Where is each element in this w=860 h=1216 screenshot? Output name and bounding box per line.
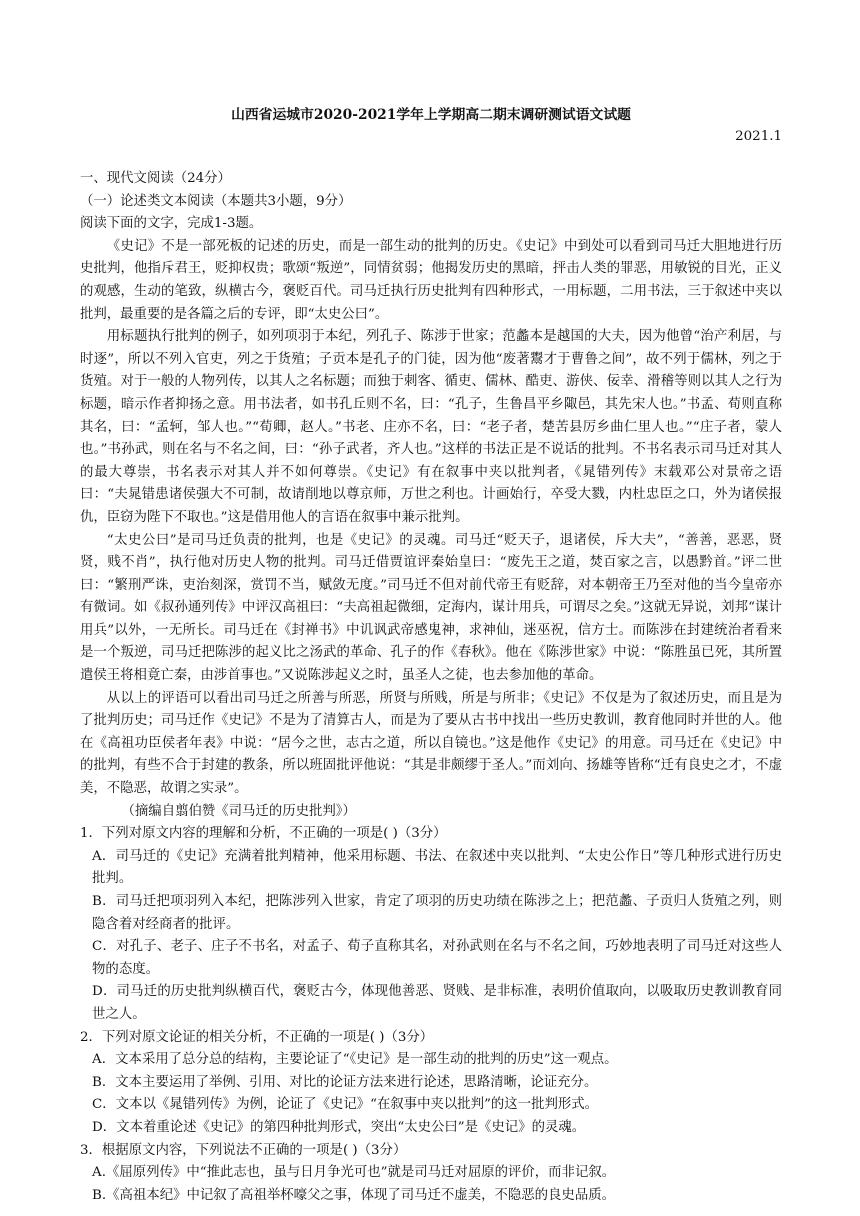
question-option: C．对孔子、老子、庄子不书名，对孟子、荀子直称其名，对孙武则在名与不名之间，巧妙地表明了司马迁对这些人物的态度。 <box>92 939 782 977</box>
document-page <box>80 104 782 1207</box>
question-stem: 2．下列对原文论证的相关分析，不正确的一项是( )（3分） <box>80 1029 434 1045</box>
section-heading: 一、现代文阅读（24分） <box>80 171 231 186</box>
question-option: B．司马迁把项羽列入本纪，把陈涉列入世家，肯定了项羽的历史功绩在陈涉之上；把范蠡、子贡归人货殖之列，则隐含着对经商者的批评。 <box>92 894 782 932</box>
question-option: D．司马迁的历史批判纵横百代，褒贬古今，体现他善恶、贤贱、是非标准，表明价值取向，以吸取历史教训教育同世之人。 <box>92 984 782 1022</box>
passage-paragraph: “太史公曰”是司马迁负责的批判，也是《史记》的灵魂。司马迁“贬天子，退诸侯，斥大夫”，“善善，恶恶，贤贤，贱不肖”，执行他对历史人物的批判。司马迁借贾谊评秦始皇曰：“废先王之道，焚百家之言，以愚黔首。”评二世曰：“繁刑严诛，吏治刻深，赏罚不当，赋敛无度。”司马迁不但对前代帝王有贬辞，对本朝帝王乃至对他的当今皇帝亦有微词。如《叔孙通列传》中评汉高祖曰：“夫高祖起微细，定海内，谋计用兵，可谓尽之矣。”这就无异说，刘邦“谋计用兵”以外，一无所长。司马迁在《封禅书》中讥讽武帝感鬼神，求神仙，迷巫祝，信方士。而陈涉在封建统治者看来是一个叛逆，司马迁把陈涉的起义比之汤武的革命、孔子的作《春秋》。他在《陈涉世家》中说：“陈胜虽已死，其所置遣侯王将相竟亡秦，由涉首事也。”又说陈涉起义之时，虽圣人之徒，也去参加他的革命。 <box>80 532 782 684</box>
passage-paragraph: 《史记》不是一部死板的记述的历史，而是一部生动的批判的历史。《史记》中到处可以看到司马迁大胆地进行历史批判，他指斥君王，贬抑权贵；歌颂“叛逆”，同情贫弱；他揭发历史的黑暗，抨击人类的罪恶，用敏锐的目光，正义的观感，生动的笔致，纵横古今，褒贬百代。司马迁执行历史批判有四种形式，一用标题，二用书法，三于叙述中夹以批判，最重要的是各篇之后的专评，即“太史公曰”。 <box>80 238 782 322</box>
passage-paragraph: 从以上的评语可以看出司马迁之所善与所恶，所贤与所贱，所是与所非；《史记》不仅是为了叙述历史，而且是为了批判历史；司马迁作《史记》不是为了清算古人，而是为了要从古书中找出一些历史教训，教育他同时并世的人。他在《高祖功臣侯者年表》中说：“居今之世，志古之道，所以自镜也。”这是他作《史记》的用意。司马迁在《史记》中的批判，有些不合于封建的教条，所以班固批评他说：“其是非颇缪于圣人。”而刘向、扬雄等皆称“迁有良史之才，不虚美，不隐恶，故谓之实录”。 <box>80 690 782 797</box>
document-date: 2021.1 <box>735 129 782 144</box>
question-option: A．文本采用了总分总的结构，主要论证了“《史记》是一部生动的批判的历史”这一观点。 <box>92 1052 618 1068</box>
reading-instruction: 阅读下面的文字，完成1-3题。 <box>80 216 263 232</box>
question-stem: 3．根据原文内容，下列说法不正确的一项是( )（3分） <box>80 1142 407 1158</box>
question-option: A．司马迁的《史记》充满着批判精神，他采用标题、书法、在叙述中夹以批判、“太史公作日”等几种形式进行历史批判。 <box>92 848 782 887</box>
question-stem: 1．下列对原文内容的理解和分析，不正确的一项是( )（3分） <box>80 826 447 842</box>
question-option: C．文本以《晁错列传》为例，论证了《史记》“在叙事中夹以批判”的这一批判形式。 <box>92 1097 599 1113</box>
question-option: B．文本主要运用了举例、引用、对比的论证方法来进行论述，思路清晰，论证充分。 <box>92 1074 598 1090</box>
question-option: A.《屈原列传》中“推此志也，虽与日月争光可也”就是司马迁对屈原的评价，而非记叙。 <box>92 1165 616 1181</box>
passage-paragraph: 用标题执行批判的例子，如列项羽于本纪，列孔子、陈涉于世家；范蠡本是越国的大夫，因为他曾“治产利居，与时逐”，所以不列入官吏，列之于货殖；子贡本是孔子的门徒，因为他“废著鬻才于曹鲁之间”，故不列于儒林，列之于货殖。对于一般的人物列传，以其人之名标题；而独于刺客、循吏、儒林、酷吏、游侠、佞幸、滑稽等则以其人之行为标题，暗示作者抑扬之意。用书法者，如书孔丘则不名，曰：“孔子，生鲁昌平乡陬邑，其先宋人也。”书孟、荀则直称其名，曰：“孟轲，邹人也。”“荀卿，赵人。”书老、庄亦不名，曰：“老子者，楚苦县厉乡曲仁里人也。”“庄子者，蒙人也。”书孙武，则在名与不名之间，曰：“孙子武者，齐人也。”这样的书法正是不说话的批判。不书名表示司马迁对其人的最大尊崇，书名表示对其人并不如何尊崇。《史记》有在叙事中夹以批判者，《晁错列传》末载邓公对景帝之语曰：“夫晁错患诸侯强大不可制，故请削地以尊京师，万世之利也。计画始行，卒受大戮，内杜忠臣之口，外为诸侯报仇，臣窃为陛下不取也。”这是借用他人的言语在叙事中兼示批判。 <box>80 329 782 525</box>
document-title: 山西省运城市2020-2021学年上学期高二期末调研测试语文试题 <box>231 107 631 123</box>
passage-source: （摘编自翦伯赞《司马迁的历史批判》） <box>121 803 356 819</box>
question-option: D．文本着重论述《史记》的第四种批判形式，突出“太史公曰”是《史记》的灵魂。 <box>92 1119 586 1135</box>
question-option: B.《高祖本纪》中记叙了高祖举杯嚎父之事，体现了司马迁不虚美，不隐恶的良史品质。 <box>92 1187 615 1203</box>
section-subheading: （一）论述类文本阅读（本题共3小题，9分） <box>80 193 352 209</box>
